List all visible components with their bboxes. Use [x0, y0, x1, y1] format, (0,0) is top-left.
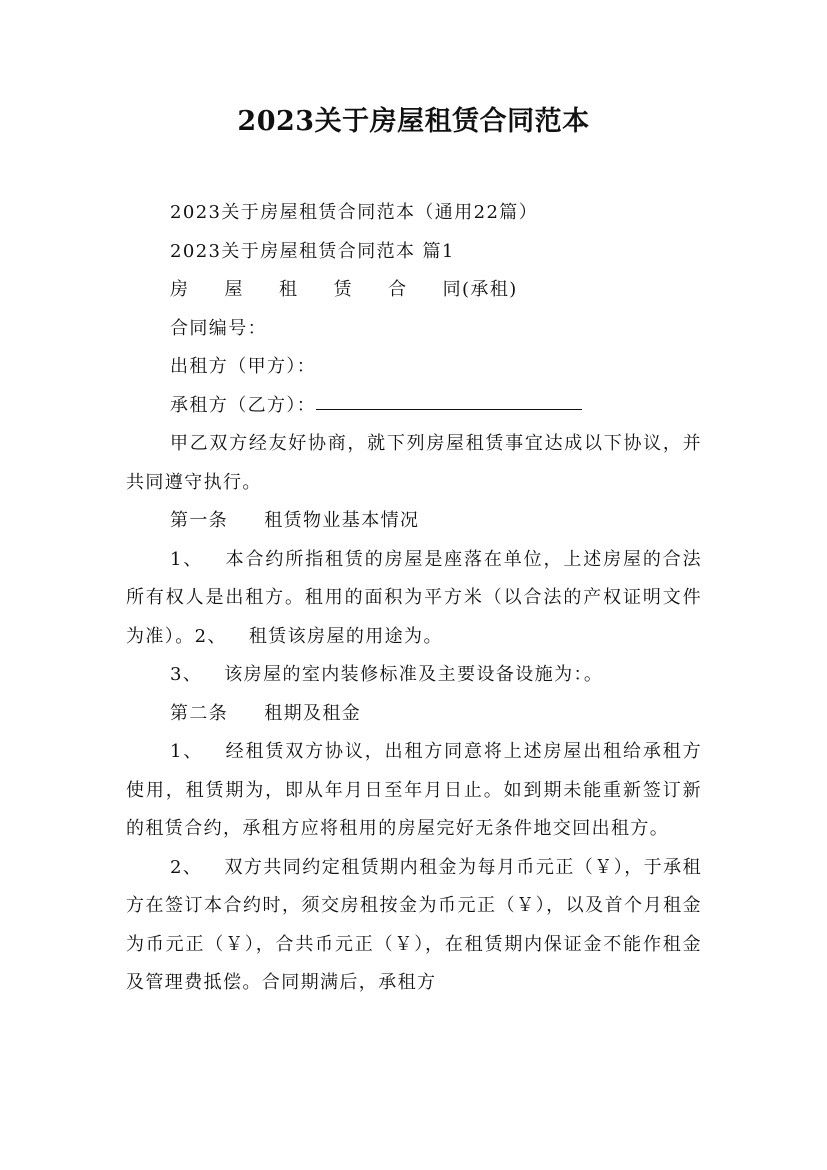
article-2-item-2-text: 双方共同约定租赁期内租金为每月币元正（￥），于承租方在签订本合约时，须交房租按金为币元正（￥），以及首个月租金为币元正（￥），合共币元正（￥），在租赁期内保证金不能作租金及管理费抵偿。合同期满后，承租方	[126, 856, 702, 993]
article-2-title: 租期及租金	[264, 702, 362, 724]
article-1-number: 第一条	[170, 510, 229, 531]
intro-paragraph: 甲乙双方经友好协商，就下列房屋租赁事宜达成以下协议，并共同遵守执行。	[126, 433, 702, 493]
article-2-item-1-text: 经租赁双方协议，出租方同意将上述房屋出租给承租方使用，租赁期为，即从年月日至年月日止。如到期未能重新签订新的租赁合约，承租方应将租用的房屋完好无条件地交回出租方。	[126, 741, 702, 839]
lessor-line: 出租方（甲方）：	[170, 356, 317, 377]
article-1-heading	[126, 502, 702, 541]
article-2-item-2-number: 2、	[170, 856, 203, 878]
article-2-number: 第二条	[170, 702, 229, 724]
article-1-item-1-text: 本合约所指租赁的房屋是座落在单位，上述房屋的合法所有权人是出租方。租用的面积为平方米（以合法的产权证明文件为准）。2、	[126, 548, 702, 647]
contract-title-line: 房 屋 租 赁 合 同(承租)	[170, 279, 518, 300]
contract-number-line: 合同编号：	[170, 317, 267, 339]
article-1-item-3-number: 3、	[170, 664, 203, 685]
article-2-heading	[126, 695, 702, 734]
document-title: 2023关于房屋租赁合同范本	[237, 106, 590, 137]
article-1-item-2-text: 租赁该房屋的用途为。	[248, 625, 443, 647]
article-1-title: 租赁物业基本情况	[264, 510, 420, 531]
lessee-label: 承租方（乙方）：	[170, 394, 317, 416]
lessee-line	[126, 387, 702, 426]
article-2-item-1-number: 1、	[170, 741, 204, 762]
article-1-items-1-2	[126, 541, 702, 657]
lessee-blank-field	[316, 391, 582, 410]
article-1-item-3-text: 该房屋的室内装修标准及主要设备设施为：。	[224, 664, 604, 685]
part-heading-line: 2023关于房屋租赁合同范本 篇1	[170, 240, 455, 262]
article-2-item-1	[126, 733, 702, 849]
subtitle-line: 2023关于房屋租赁合同范本（通用22篇）	[170, 202, 539, 223]
article-1-item-3	[126, 656, 702, 695]
article-1-item-1-number: 1、	[170, 548, 204, 570]
article-2-item-2	[126, 849, 702, 1003]
document-body	[126, 194, 702, 1003]
